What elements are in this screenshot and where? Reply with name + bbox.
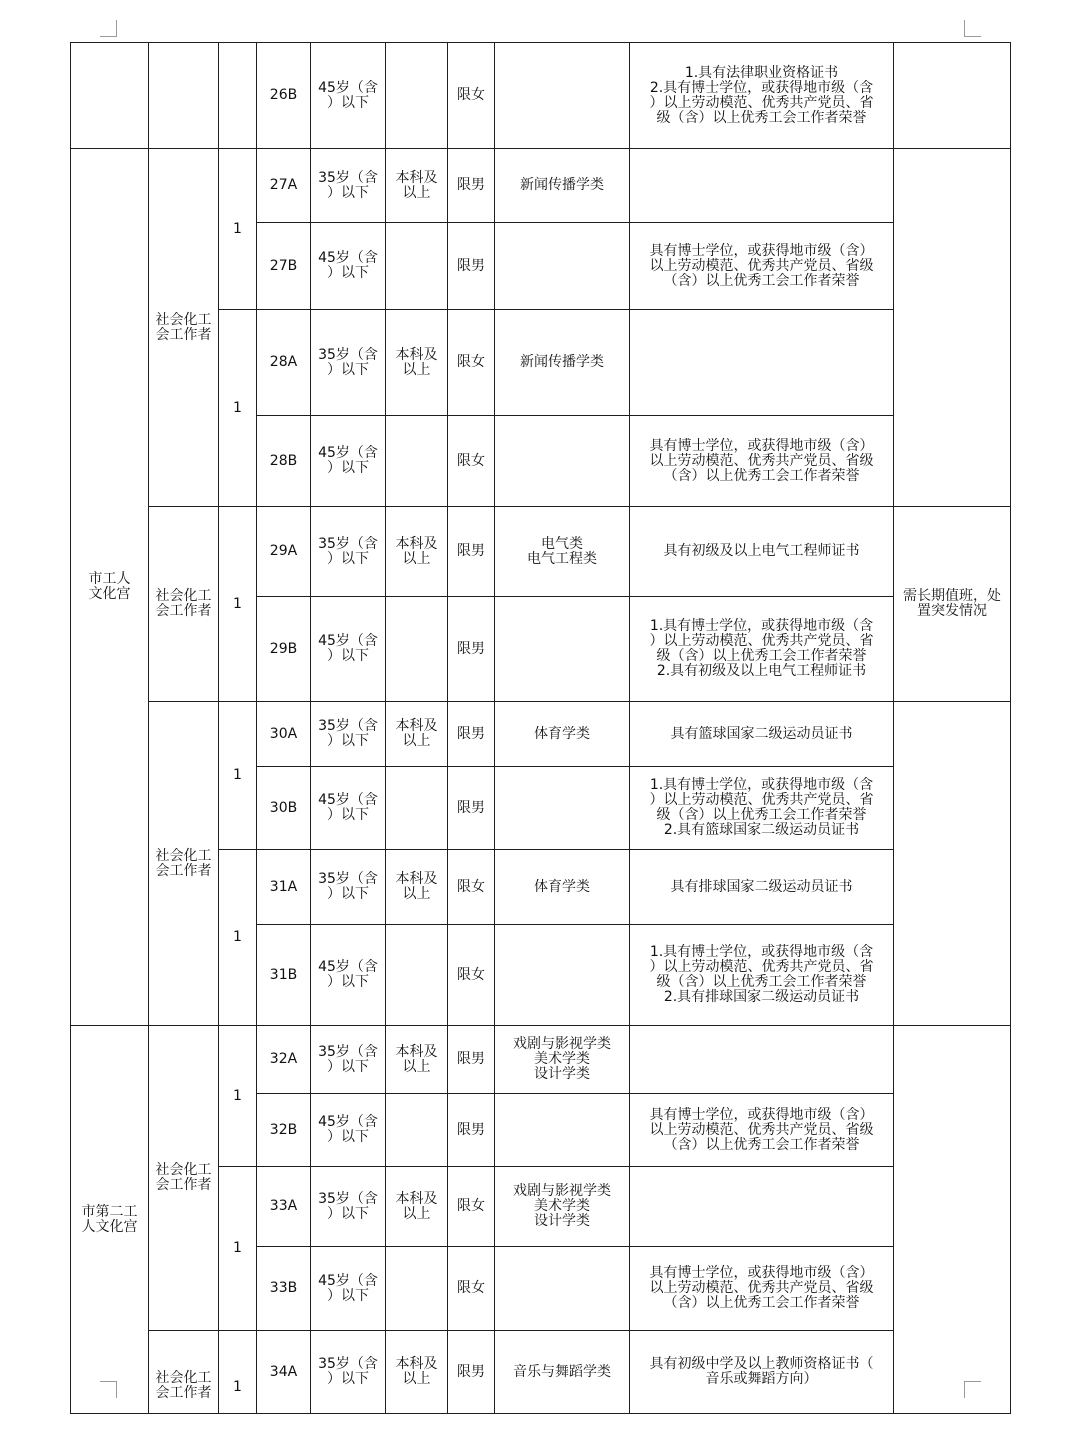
post-code: 32B [257,1094,311,1167]
cell-text-line: 具有排球国家二级运动员证书 [670,878,853,895]
cell-text-line: ）以下 [327,184,369,201]
cell-text-line: ）以上劳动模范、优秀共产党员、省 [649,792,874,808]
cell-text-line: 社会化工 [155,311,212,328]
cell-text-line: 级（含）以上优秀工会工作者荣誉 [656,807,867,823]
cell-text-line: 2.具有篮球国家二级运动员证书 [663,822,860,838]
hire-count: 1 [219,310,257,507]
cell-text-line: 新闻传播学类 [520,177,604,193]
cell-text-line: 45岁（含 [318,79,378,96]
cell-text-line: 级（含）以上优秀工会工作者荣誉 [656,974,867,990]
post-code: 30B [257,767,311,850]
cell-text-line: ）以下 [327,361,369,378]
table-row [71,43,1011,149]
crop-mark-top-right [964,20,981,37]
age-requirement [311,507,386,597]
cell-text-line: 市工人 [88,571,131,587]
cell-text-line: 本科及 [395,346,438,363]
age-requirement [311,223,386,310]
education-requirement [386,43,448,149]
cell-text-line: 以上劳动模范、优秀共产党员、省级 [649,1280,874,1296]
cell-text-line: 新闻传播学类 [520,354,604,370]
crop-mark-top-left [100,20,117,37]
education-requirement [386,223,448,310]
cell-text-line: 具有初级中学及以上教师资格证书（ [649,1356,874,1372]
post-code: 33A [257,1167,311,1247]
cell-text-line: 电气类 [541,535,583,552]
cell-text-line: 戏剧与影视学类 [513,1183,611,1199]
cell-text-line: 45岁（含 [318,959,378,975]
major-requirement [495,597,630,702]
cell-text-line: 本科及 [395,871,438,887]
education-requirement [386,507,448,597]
cell-text-line: 本科及 [395,1190,438,1207]
cell-text-line: 1.具有法律职业资格证书 [684,64,839,81]
cell-text-line: 35岁（含 [318,718,378,734]
education-requirement [386,149,448,223]
remark-cell [894,1026,1011,1414]
age-requirement [311,850,386,925]
cell-text-line: 以上 [402,1205,431,1222]
gender-requirement: 限男 [448,702,495,767]
cell-text-line: 级（含）以上优秀工会工作者荣誉 [656,648,867,664]
cell-text-line: 人文化宫 [81,1218,138,1235]
hire-count: 1 [219,702,257,850]
cell-text-line: 以上 [402,1058,431,1075]
cell-text-line: 35岁（含 [318,346,378,363]
cell-text-line: 具有博士学位，或获得地市级（含） [649,437,874,454]
other-requirement [630,767,894,850]
count-cell [219,43,257,149]
cell-text-line: 具有博士学位，或获得地市级（含） [649,1265,874,1281]
other-requirement [630,507,894,597]
cell-text-line: 社会化工 [155,1162,212,1178]
age-requirement [311,1247,386,1331]
post-code: 28A [257,310,311,416]
cell-text-line: 会工作者 [155,1385,212,1401]
cell-text-line: 以上 [402,1371,431,1387]
unit-name [71,1026,149,1414]
cell-text-line: 置突发情况 [917,603,987,619]
cell-text-line: ）以上劳动模范、优秀共产党员、省 [649,633,874,649]
cell-text-line: 以上劳动模范、优秀共产党员、省级 [649,1121,874,1138]
post-code: 28B [257,416,311,507]
cell-text-line: （含）以上优秀工会工作者荣誉 [663,1295,860,1311]
cell-text-line: 设计学类 [534,1213,590,1229]
education-requirement [386,1094,448,1167]
post-code: 27A [257,149,311,223]
post-code: 31B [257,925,311,1026]
cell-text-line: 以上劳动模范、优秀共产党员、省级 [649,257,874,274]
post-code: 27B [257,223,311,310]
cell-text-line: 戏剧与影视学类 [513,1036,611,1052]
major-requirement [495,223,630,310]
gender-requirement: 限男 [448,1331,495,1414]
recruitment-table [70,42,1011,1414]
age-requirement [311,1094,386,1167]
gender-requirement: 限男 [448,223,495,310]
age-requirement [311,416,386,507]
cell-text-line: 45岁（含 [318,1272,378,1289]
cell-text-line: 35岁（含 [318,169,378,186]
other-requirement [630,1247,894,1331]
remark-cell [894,149,1011,507]
hire-count: 1 [219,149,257,310]
age-requirement [311,1026,386,1094]
gender-requirement: 限男 [448,149,495,223]
major-requirement [495,1026,630,1094]
gender-requirement: 限女 [448,1247,495,1331]
cell-text-line: 文化宫 [88,586,131,602]
cell-text-line: 35岁（含 [318,1190,378,1207]
education-requirement [386,702,448,767]
cell-text-line: 以上 [402,361,431,378]
cell-text-line: ）以上劳动模范、优秀共产党员、省 [649,959,874,975]
age-requirement [311,597,386,702]
cell-text-line: 1.具有博士学位，或获得地市级（含 [649,777,874,793]
position-name [149,1331,219,1414]
other-requirement [630,43,894,149]
other-requirement [630,149,894,223]
cell-text-line: 会工作者 [155,1177,212,1193]
gender-requirement: 限女 [448,925,495,1026]
major-requirement [495,850,630,925]
cell-text-line: ）以下 [327,1058,369,1075]
age-requirement [311,43,386,149]
post-code: 30A [257,702,311,767]
cell-text-line: 45岁（含 [318,633,378,649]
major-requirement [495,1247,630,1331]
major-requirement [495,43,630,149]
hire-count: 1 [219,1167,257,1331]
position-name [149,507,219,702]
cell-text-line: 需长期值班，处 [903,588,1001,604]
cell-text-line: 本科及 [395,535,438,552]
cell-text-line: （含）以上优秀工会工作者荣誉 [663,1136,860,1153]
cell-text-line: 会工作者 [155,862,212,879]
table-row [71,149,1011,223]
cell-text-line: 本科及 [395,169,438,186]
major-requirement [495,1331,630,1414]
major-requirement [495,507,630,597]
cell-text-line: 1.具有博士学位，或获得地市级（含 [649,618,874,634]
cell-text-line: 本科及 [395,1356,438,1372]
hire-count: 1 [219,1331,257,1414]
cell-text-line: 社会化工 [155,847,212,864]
age-requirement [311,310,386,416]
cell-text-line: 45岁（含 [318,792,378,808]
hire-count: 1 [219,507,257,702]
table-row [71,1331,1011,1414]
other-requirement [630,925,894,1026]
cell-text-line: ）以下 [327,974,369,990]
position-name [149,702,219,1026]
table-row [71,702,1011,767]
age-requirement [311,149,386,223]
age-requirement [311,925,386,1026]
cell-text-line: ）以下 [327,807,369,823]
position-cell [149,43,219,149]
other-requirement [630,1026,894,1094]
cell-text-line: 以上劳动模范、优秀共产党员、省级 [649,452,874,469]
age-requirement [311,1167,386,1247]
cell-text-line: 以上 [402,733,431,749]
hire-count: 1 [219,1026,257,1167]
education-requirement [386,1331,448,1414]
cell-text-line: ）以下 [327,733,369,749]
unit-name [71,149,149,1026]
remark-note [894,507,1011,702]
education-requirement [386,416,448,507]
remark-cell [894,702,1011,1026]
cell-text-line: ）以下 [327,1287,369,1304]
cell-text-line: 级（含）以上优秀工会工作者荣誉 [656,109,867,126]
gender-requirement: 限女 [448,310,495,416]
cell-text-line: ）以下 [327,94,369,111]
cell-text-line: 2.具有排球国家二级运动员证书 [663,989,860,1005]
gender-requirement: 限女 [448,1167,495,1247]
cell-text-line: 社会化工 [155,1370,212,1386]
major-requirement [495,416,630,507]
cell-text-line: ）以下 [327,265,369,281]
cell-text-line: 美术学类 [534,1051,590,1067]
cell-text-line: 音乐或舞蹈方向） [705,1371,818,1387]
hire-count: 1 [219,850,257,1026]
cell-text-line: 社会化工 [155,588,212,604]
cell-text-line: ）以下 [327,1129,369,1145]
education-requirement [386,597,448,702]
post-code: 33B [257,1247,311,1331]
cell-text-line: ）以上劳动模范、优秀共产党员、省 [649,94,874,111]
cell-text-line: 具有博士学位，或获得地市级（含） [649,1106,874,1123]
cell-text-line: 美术学类 [534,1198,590,1214]
other-requirement [630,416,894,507]
cell-text-line: 电气工程类 [527,550,597,567]
post-code: 32A [257,1026,311,1094]
gender-requirement: 限男 [448,507,495,597]
post-code: 26B [257,43,311,149]
cell-text-line: 35岁（含 [318,1043,378,1060]
position-name [149,1026,219,1331]
other-requirement [630,310,894,416]
cell-text-line: 2.具有博士学位，或获得地市级（含 [649,79,874,96]
other-requirement [630,702,894,767]
cell-text-line: ）以下 [327,460,369,476]
cell-text-line: 45岁（含 [318,445,378,461]
major-requirement [495,1167,630,1247]
major-requirement [495,149,630,223]
cell-text-line: 本科及 [395,1043,438,1060]
unit-cell [71,43,149,149]
cell-text-line: 35岁（含 [318,1356,378,1372]
gender-requirement: 限女 [448,416,495,507]
education-requirement [386,1167,448,1247]
gender-requirement: 限男 [448,597,495,702]
cell-text-line: 具有初级及以上电气工程师证书 [663,543,860,559]
cell-text-line: （含）以上优秀工会工作者荣誉 [663,272,860,289]
table-row [71,507,1011,597]
remark-cell [894,43,1011,149]
gender-requirement: 限女 [448,43,495,149]
cell-text-line: （含）以上优秀工会工作者荣誉 [663,467,860,484]
cell-text-line: 以上 [402,184,431,201]
education-requirement [386,310,448,416]
cell-text-line: 1.具有博士学位，或获得地市级（含 [649,944,874,960]
cell-text-line: 45岁（含 [318,250,378,266]
cell-text-line: 音乐与舞蹈学类 [513,1363,611,1380]
position-name [149,149,219,507]
other-requirement [630,1094,894,1167]
major-requirement [495,310,630,416]
other-requirement [630,850,894,925]
post-code: 29B [257,597,311,702]
education-requirement [386,850,448,925]
age-requirement [311,702,386,767]
cell-text-line: 35岁（含 [318,535,378,552]
cell-text-line: ）以下 [327,648,369,664]
cell-text-line: 以上 [402,550,431,567]
cell-text-line: 市第二工 [81,1203,138,1220]
cell-text-line: 2.具有初级及以上电气工程师证书 [656,663,867,679]
major-requirement [495,1094,630,1167]
major-requirement [495,925,630,1026]
cell-text-line: 35岁（含 [318,871,378,887]
cell-text-line: 以上 [402,886,431,902]
major-requirement [495,767,630,850]
cell-text-line: ）以下 [327,1371,369,1387]
education-requirement [386,1247,448,1331]
other-requirement [630,223,894,310]
gender-requirement: 限男 [448,767,495,850]
cell-text-line: 会工作者 [155,326,212,343]
post-code: 34A [257,1331,311,1414]
cell-text-line: 45岁（含 [318,1114,378,1130]
cell-text-line: 设计学类 [534,1066,590,1082]
cell-text-line: ）以下 [327,1205,369,1222]
cell-text-line: ）以下 [327,886,369,902]
major-requirement [495,702,630,767]
cell-text-line: ）以下 [327,550,369,567]
other-requirement [630,597,894,702]
education-requirement [386,925,448,1026]
age-requirement [311,767,386,850]
cell-text-line: 具有篮球国家二级运动员证书 [670,725,853,742]
education-requirement [386,767,448,850]
gender-requirement: 限男 [448,1026,495,1094]
post-code: 31A [257,850,311,925]
cell-text-line: 体育学类 [534,878,590,895]
post-code: 29A [257,507,311,597]
table-row [71,1026,1011,1094]
gender-requirement: 限女 [448,850,495,925]
cell-text-line: 体育学类 [534,725,590,742]
cell-text-line: 会工作者 [155,603,212,619]
education-requirement [386,1026,448,1094]
cell-text-line: 本科及 [395,718,438,734]
age-requirement [311,1331,386,1414]
other-requirement [630,1167,894,1247]
cell-text-line: 具有博士学位，或获得地市级（含） [649,242,874,259]
other-requirement [630,1331,894,1414]
gender-requirement: 限男 [448,1094,495,1167]
